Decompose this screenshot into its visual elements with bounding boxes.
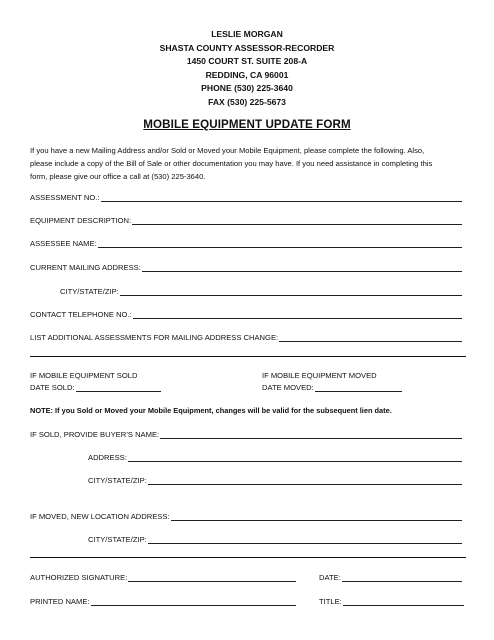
new-location-city-input[interactable] — [148, 535, 462, 544]
additional-assessments-input[interactable] — [279, 333, 462, 342]
signer-title-field — [319, 597, 464, 606]
date-sold-field — [30, 383, 161, 392]
mailing-address-label: CURRENT MAILING ADDRESS: — [30, 263, 141, 272]
telephone-input[interactable] — [133, 310, 462, 319]
additional-assessments-field — [30, 333, 462, 342]
additional-assessments-label: LIST ADDITIONAL ASSESSMENTS FOR MAILING ADDRESS CHANGE: — [30, 333, 279, 342]
date-moved-field — [262, 383, 402, 392]
telephone-field — [30, 310, 462, 319]
new-location-city-field — [88, 535, 462, 544]
intro-paragraph — [30, 144, 466, 183]
equipment-description-label: EQUIPMENT DESCRIPTION: — [30, 216, 132, 225]
telephone-label: CONTACT TELEPHONE NO.: — [30, 310, 132, 319]
office-city: REDDING, CA 96001 — [205, 69, 289, 80]
new-location-label: IF MOVED, NEW LOCATION ADDRESS: — [30, 512, 170, 521]
office-fax: FAX (530) 225-5673 — [208, 96, 286, 107]
buyer-name-label: IF SOLD, PROVIDE BUYER’S NAME: — [30, 430, 160, 439]
sold-heading: IF MOBILE EQUIPMENT SOLD — [30, 371, 138, 380]
lien-date-note: NOTE: If you Sold or Moved your Mobile Equipment, changes will be valid for the subsequent lien date. — [30, 406, 392, 415]
equipment-description-input[interactable] — [132, 216, 462, 225]
office-phone: PHONE (530) 225-3640 — [201, 83, 293, 94]
buyer-address-label: ADDRESS: — [88, 453, 127, 462]
intro-line: please include a copy of the Bill of Sale or other documentation you may have. If you need assistance in completing this — [30, 159, 433, 168]
signature-date-input[interactable] — [342, 573, 462, 582]
buyer-city-field — [88, 476, 462, 485]
assessment-no-field — [30, 193, 462, 202]
new-location-input[interactable] — [171, 512, 462, 521]
signature-date-label: DATE: — [319, 573, 341, 582]
mailing-city-field — [60, 287, 462, 296]
buyer-city-label: CITY/STATE/ZIP: — [88, 476, 147, 485]
assessor-name: LESLIE MORGAN — [211, 29, 283, 39]
buyer-address-input[interactable] — [128, 453, 462, 462]
office-street: 1450 COURT ST. SUITE 208-A — [186, 56, 308, 67]
authorized-signature-input[interactable] — [128, 573, 296, 582]
office-name: SHASTA COUNTY ASSESSOR-RECORDER — [159, 42, 335, 53]
mailing-city-input[interactable] — [120, 287, 462, 296]
signature-divider — [30, 557, 466, 558]
moved-heading: IF MOBILE EQUIPMENT MOVED — [262, 371, 377, 380]
authorized-signature-field — [30, 573, 296, 582]
authorized-signature-label: AUTHORIZED SIGNATURE: — [30, 573, 128, 582]
buyer-name-input[interactable] — [160, 430, 462, 439]
date-moved-input[interactable] — [315, 383, 402, 392]
assessee-name-label: ASSESSEE NAME: — [30, 239, 97, 248]
mailing-address-field — [30, 263, 462, 272]
assessment-no-input[interactable] — [101, 193, 463, 202]
mailing-address-input[interactable] — [142, 263, 462, 272]
new-location-city-label: CITY/STATE/ZIP: — [88, 535, 147, 544]
signer-title-label: TITLE: — [319, 597, 342, 606]
equipment-description-field — [30, 216, 462, 225]
printed-name-label: PRINTED NAME: — [30, 597, 90, 606]
assessment-no-label: ASSESSMENT NO.: — [30, 193, 100, 202]
buyer-address-field — [88, 453, 462, 462]
new-location-field — [30, 512, 462, 521]
assessee-name-input[interactable] — [98, 239, 462, 248]
form-title: MOBILE EQUIPMENT UPDATE FORM — [143, 118, 351, 131]
section-divider — [30, 356, 466, 357]
date-sold-label: DATE SOLD: — [30, 383, 75, 392]
printed-name-field — [30, 597, 296, 606]
signature-date-field — [319, 573, 462, 582]
date-moved-label: DATE MOVED: — [262, 383, 314, 392]
mailing-city-label: CITY/STATE/ZIP: — [60, 287, 119, 296]
buyer-city-input[interactable] — [148, 476, 462, 485]
date-sold-input[interactable] — [76, 383, 161, 392]
intro-line: If you have a new Mailing Address and/or Sold or Moved your Mobile Equipment, please complete the following. Also, — [30, 146, 425, 155]
intro-line: form, please give our office a call at (530) 225-3640. — [30, 172, 206, 181]
printed-name-input[interactable] — [91, 597, 297, 606]
buyer-name-field — [30, 430, 462, 439]
signer-title-input[interactable] — [343, 597, 464, 606]
assessee-name-field — [30, 239, 462, 248]
office-header — [0, 28, 494, 110]
